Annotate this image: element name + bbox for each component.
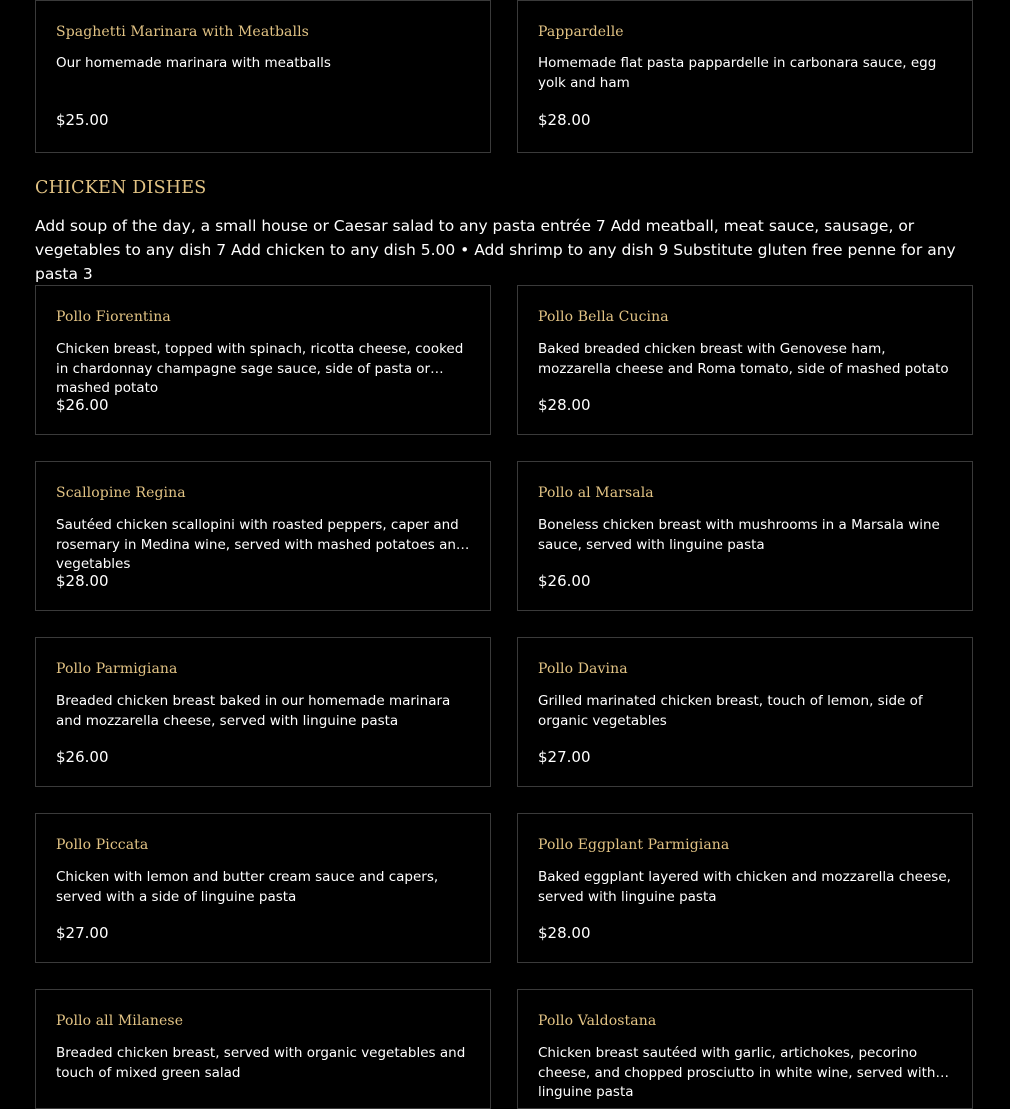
menu-item-name: Pollo all Milanese [56, 1013, 184, 1029]
menu-item-card[interactable] [517, 0, 973, 153]
menu-item-description: Baked breaded chicken breast with Genovese ham, mozzarella cheese and Roma tomato, side of mashed potato [538, 341, 949, 377]
menu-item-name: Pollo Piccata [56, 837, 149, 853]
menu-item-name: Scallopine Regina [56, 485, 186, 501]
section-note: Add soup of the day, a small house or Caesar salad to any pasta entrée 7 Add meatball, meat sauce, sausage, or vegetables to any dish 7 Add chicken to any dish 5.00 • Add shrimp to any dish 9 Substitute gluten free penne for any pasta 3 [35, 217, 956, 283]
menu-item-name: Pollo Davina [538, 661, 628, 677]
menu-item-description: Chicken with lemon and butter cream sauce and capers, served with a side of linguine pasta [56, 869, 439, 905]
menu-item-description: Chicken breast sautéed with garlic, artichokes, pecorino cheese, and chopped prosciutto in white wine, served with linguine pasta [538, 1045, 936, 1100]
menu-item-price: $27.00 [538, 748, 591, 766]
menu-item-card[interactable] [35, 637, 491, 787]
menu-item-card[interactable] [517, 285, 973, 435]
menu-item-description: Sautéed chicken scallopini with roasted peppers, caper and rosemary in Medina wine, served with mashed potatoes and vegetables [56, 517, 465, 572]
menu-item-price: $26.00 [538, 572, 591, 590]
menu-item-name: Pollo Fiorentina [56, 309, 171, 325]
menu-item-card[interactable] [517, 637, 973, 787]
menu-item-name: Pollo Bella Cucina [538, 309, 669, 325]
menu-item-description: Breaded chicken breast, served with organic vegetables and touch of mixed green salad [56, 1045, 466, 1081]
menu-item-name: Pollo Valdostana [538, 1013, 657, 1029]
menu-item-price: $25.00 [56, 111, 109, 129]
menu-item-card[interactable] [35, 813, 491, 963]
menu-item-description: Grilled marinated chicken breast, touch of lemon, side of organic vegetables [538, 693, 923, 729]
menu-item-description: Baked eggplant layered with chicken and mozzarella cheese, served with linguine pasta [538, 869, 951, 905]
menu-item-description: Boneless chicken breast with mushrooms in a Marsala wine sauce, served with linguine pasta [538, 517, 940, 553]
menu-item-card[interactable] [35, 989, 491, 1109]
menu-item-price: $27.00 [56, 924, 109, 942]
menu-item-description: Homemade flat pasta pappardelle in carbonara sauce, egg yolk and ham [538, 55, 937, 91]
menu-item-name: Pollo al Marsala [538, 485, 654, 501]
menu-item-card[interactable] [517, 989, 973, 1109]
menu-item-name: Pollo Parmigiana [56, 661, 178, 677]
menu-item-price: $28.00 [56, 572, 109, 590]
menu-item-price: $26.00 [56, 748, 109, 766]
menu-item-card[interactable] [517, 461, 973, 611]
menu-item-card[interactable] [35, 0, 491, 153]
menu-item-card[interactable] [35, 461, 491, 611]
menu-item-description: Chicken breast, topped with spinach, ricotta cheese, cooked in chardonnay champagne sage sauce, side of pasta or mashed potato [56, 341, 464, 396]
menu-item-name: Pollo Eggplant Parmigiana [538, 837, 730, 853]
section-title: CHICKEN DISHES [35, 178, 207, 198]
menu-item-price: $28.00 [538, 396, 591, 414]
menu-item-description: Breaded chicken breast baked in our homemade marinara and mozzarella cheese, served with linguine pasta [56, 693, 451, 729]
menu-item-price: $28.00 [538, 924, 591, 942]
menu-item-card[interactable] [517, 813, 973, 963]
menu-item-price: $26.00 [56, 396, 109, 414]
menu-item-name: Pappardelle [538, 24, 624, 40]
menu-item-price: $28.00 [538, 111, 591, 129]
menu-item-card[interactable] [35, 285, 491, 435]
menu-item-name: Spaghetti Marinara with Meatballs [56, 24, 309, 40]
menu-item-description: Our homemade marinara with meatballs [56, 55, 331, 71]
